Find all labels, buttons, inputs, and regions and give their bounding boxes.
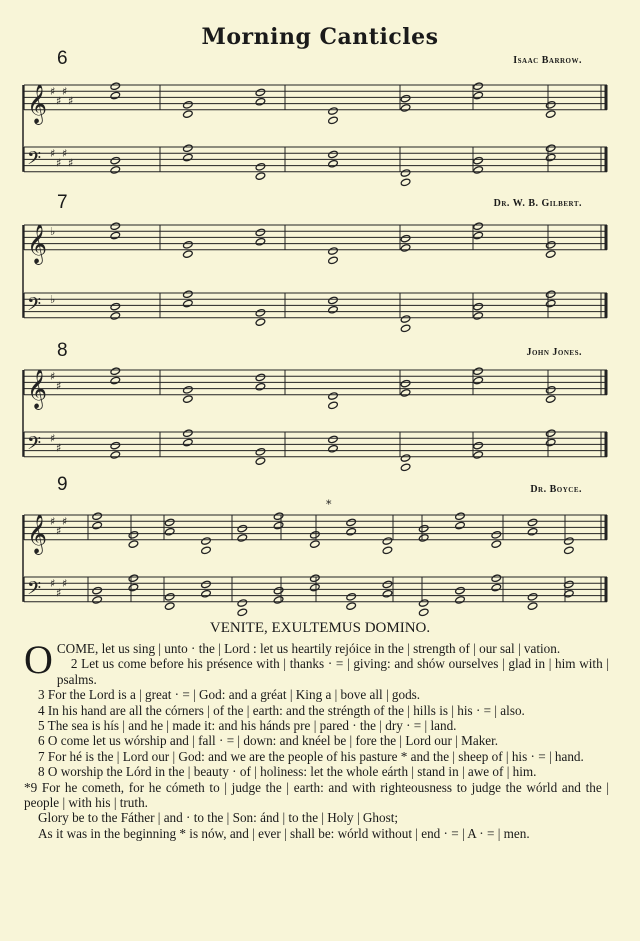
verse-8: 8 O worship the Lórd in the | beauty · of | holiness: let the whole eárth | stand in | awe of | him. [38,764,537,780]
music-score-tune-8 [0,360,640,470]
verse-1: OCOME, let us sing | unto · the | Lord : let us heartily rejóice in the | strength of | our sal | vation. [24,637,561,682]
svg-text:♯: ♯ [68,94,74,108]
svg-text:♯: ♯ [50,577,56,591]
svg-text:♯: ♯ [68,156,74,170]
composer-tune-8: John Jones. [526,347,582,358]
verse-gloria-1: Glory be to the Fáther | and · to the | Son: ánd | to the | Holy | Ghost; [38,810,399,826]
tune-number-7: 7 [57,192,68,213]
svg-text:♯: ♯ [62,515,68,529]
svg-text:𝄢: 𝄢 [27,578,42,604]
svg-text:♯: ♯ [56,379,62,393]
verse-9: *9 For he cometh, for he cómeth to | judge the | earth: and with righteousness to judge the wórld and the | people | with his | truth. [24,779,609,811]
music-score-tune-9 [0,505,640,620]
svg-text:♯: ♯ [56,94,62,108]
tune-9-asterisk: * [326,498,332,511]
svg-text:♯: ♯ [56,586,62,600]
svg-text:♯: ♯ [50,370,56,384]
verse-6: 6 O come let us wórship and | fall · = | down: and knéel be | fore the | Lord our | Maker. [38,733,499,749]
svg-text:♯: ♯ [50,515,56,529]
svg-text:♯: ♯ [56,156,62,170]
svg-text:𝄞: 𝄞 [27,368,48,409]
svg-text:♯: ♯ [62,85,68,99]
music-score-tune-6 [0,75,640,185]
tune-number-8: 8 [57,340,68,361]
page-title: Morning Canticles [201,24,439,50]
svg-text:♯: ♯ [50,432,56,446]
svg-text:♭: ♭ [50,225,56,239]
tune-number-6: 6 [57,48,68,69]
svg-text:♭: ♭ [50,293,56,307]
svg-text:𝄞: 𝄞 [27,223,48,264]
tune-number-9: 9 [57,474,68,495]
composer-tune-7: Dr. W. B. Gilbert. [493,198,582,209]
verse-2: 2 Let us come before his présence with | thanks · = | giving: and shów ourselves | glad in | him with | psalms. [56,656,609,687]
svg-text:♯: ♯ [50,147,56,161]
verse-5: 5 The sea is hís | and he | made it: and his hánds pre | pared · the | dry · = | land. [38,718,457,734]
composer-tune-9: Dr. Boyce. [530,484,582,495]
svg-text:♯: ♯ [62,577,68,591]
svg-text:𝄢: 𝄢 [27,433,42,459]
canticle-title: VENITE, EXULTEMUS DOMINO. [209,620,431,636]
svg-text:♯: ♯ [62,147,68,161]
music-score-tune-7 [0,215,640,335]
verse-4: 4 In his hand are all the córners | of the | earth: and the stréngth of the | hills is | his · = | also. [38,702,525,718]
dropcap: O [24,637,53,682]
svg-text:𝄞: 𝄞 [27,83,48,124]
svg-text:♯: ♯ [50,85,56,99]
verse-3: 3 For the Lord is a | great · = | God: and a gréat | King a | bove all | gods. [38,687,421,703]
svg-text:♯: ♯ [56,441,62,455]
verse-7: 7 For hé is the | Lord our | God: and we are the people of his pasture * and the | sheep of | his · = | hand. [38,748,584,764]
svg-text:𝄢: 𝄢 [27,294,42,320]
svg-text:𝄢: 𝄢 [27,148,42,174]
verse-gloria-2: As it was in the beginning * is nów, and | ever | shall be: wórld without | end · = | A · = | men. [38,825,530,841]
psalm-text [24,637,609,841]
svg-text:♯: ♯ [56,524,62,538]
composer-tune-6: Isaac Barrow. [513,55,582,66]
svg-text:𝄞: 𝄞 [27,513,48,554]
